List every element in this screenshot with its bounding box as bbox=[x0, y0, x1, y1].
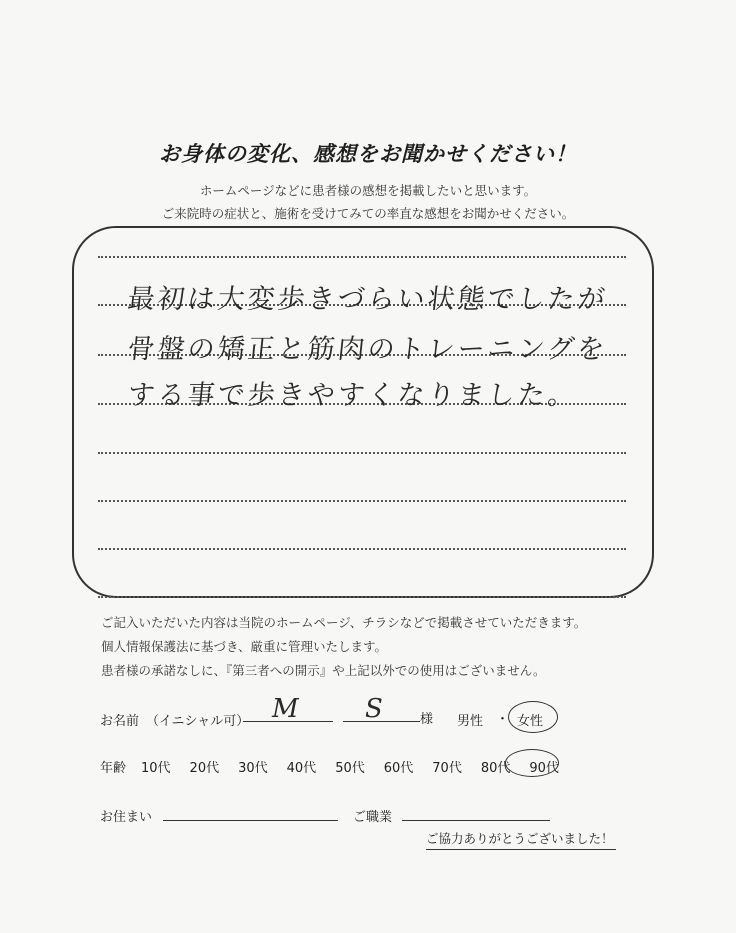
ruled-line bbox=[98, 500, 626, 502]
gender-selection-circle bbox=[508, 701, 558, 733]
note-2: 個人情報保護法に基づき、厳重に管理いたします。 bbox=[101, 639, 388, 654]
age-option-60[interactable]: 60代 bbox=[383, 761, 414, 776]
honorific-label: 様 bbox=[420, 712, 434, 727]
form-subtitle-2: ご来院時の症状と、施術を受けてみての率直な感想をお聞かせください。 bbox=[161, 206, 575, 221]
age-option-80[interactable]: 80代 bbox=[480, 761, 511, 776]
ruled-line bbox=[98, 548, 626, 550]
age-option-70[interactable]: 70代 bbox=[432, 761, 462, 776]
age-option-50[interactable]: 50代 bbox=[335, 761, 365, 776]
thanks-message: ご協力ありがとうございました！ bbox=[426, 829, 616, 850]
address-label: お住まい bbox=[100, 810, 153, 825]
name-initial-1: M bbox=[272, 694, 299, 724]
age-selection-circle bbox=[505, 749, 559, 777]
occupation-field[interactable] bbox=[402, 820, 550, 821]
note-1: ご記入いただいた内容は当院のホームページ、チラシなどで掲載させていただきます。 bbox=[101, 615, 587, 630]
age-option-30[interactable]: 30代 bbox=[238, 761, 268, 776]
age-label: 年齢 bbox=[100, 761, 127, 776]
comment-line-2: 骨盤の矯正と筋肉のトレーニングを bbox=[126, 334, 609, 365]
age-option-90[interactable]: 90代 bbox=[529, 761, 559, 776]
address-field[interactable] bbox=[163, 820, 338, 821]
ruled-line bbox=[98, 256, 626, 258]
age-option-20[interactable]: 20代 bbox=[189, 761, 220, 776]
gender-female-option[interactable]: 女性 bbox=[517, 714, 544, 729]
name-label: お名前 bbox=[100, 714, 140, 729]
gender-separator: ・ bbox=[496, 712, 510, 727]
comment-line-1: 最初は大変歩きづらい状態でしたが bbox=[126, 284, 610, 315]
ruled-line bbox=[98, 596, 626, 598]
name-hint: （イニシャル可） bbox=[146, 714, 250, 729]
occupation-label: ご職業 bbox=[353, 810, 393, 825]
age-option-40[interactable]: 40代 bbox=[286, 761, 317, 776]
gender-male-option[interactable]: 男性 bbox=[457, 714, 484, 729]
note-3: 患者様の承諾なしに、『第三者への開示』や上記以外での使用はございません。 bbox=[101, 663, 546, 678]
age-option-10[interactable]: 10代 bbox=[141, 761, 171, 776]
name-initial-2: S bbox=[365, 694, 383, 724]
form-subtitle-1: ホームページなどに患者様の感想を掲載したいと思います。 bbox=[199, 183, 537, 198]
ruled-line bbox=[98, 452, 626, 454]
comment-line-3: する事で歩きやすくなりました。 bbox=[126, 380, 580, 411]
form-title: お身体の変化、感想をお聞かせください！ bbox=[159, 142, 577, 166]
